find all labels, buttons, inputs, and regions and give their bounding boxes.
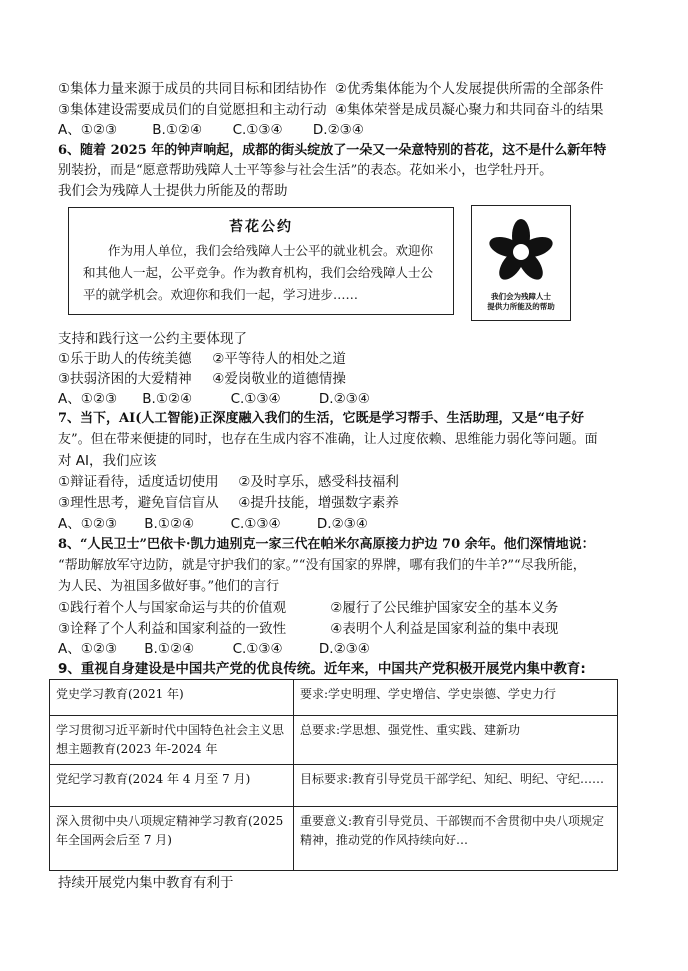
q7-option-b[interactable]: B.①②④ [144,516,195,532]
logo-caption-2: 提供力所能及的帮助 [487,302,555,311]
q8-stem-line2: “帮助解放军守边防，就是守护我们的家。”“没有国家的界牌，哪有我们的牛羊?”“尽我所能， [58,558,586,573]
q5-option-a[interactable]: A、①②③ [58,122,118,138]
q5-statement-2: ②优秀集体能为个人发展提供所需的全部条件 [334,81,604,97]
table-row [50,807,618,871]
q8-statement-4: ④表明个人利益是国家利益的集中表现 [330,621,559,637]
table-cell-left: 学习贯彻习近平新时代中国特色社会主义思想主题教育(2023 年-2024 年 [50,716,294,765]
q6-statement-1: ①乐于助人的传统美德 [58,351,192,367]
q6-stem-line3: 我们会为残障人士提供力所能及的帮助 [58,183,288,199]
q7-option-d[interactable]: D.②③④ [316,516,368,532]
q6-stem-line1: 6、随着 2025 年的钟声响起，成都的街头绽放了一朵又一朵意特别的苔花，这不是什么新年特 [58,143,607,158]
table-row [50,716,618,765]
pledge-title: 苔花公约 [229,219,293,235]
q8-statement-1: ①践行着个人与国家命运与共的价值观 [58,600,287,616]
q7-stem-line1: 7、当下，AI(人工智能)正深度融入我们的生活，它既是学习帮手、生活助理，又是“电子好 [58,411,584,426]
q5-option-c[interactable]: C.①③④ [232,122,283,138]
education-table [49,679,618,871]
table-cell-right: 目标要求:教育引导党员干部学纪、知纪、明纪、守纪…… [294,765,618,807]
q7-statements-line2 [58,494,399,512]
table-cell-left: 深入贯彻中央八项规定精神学习教育(2025 年全国两会后至 7 月) [50,807,294,871]
q7-stem-line3: 对 AI，我们应该 [58,453,157,469]
q5-statement-1: ①集体力量来源于成员的共同目标和团结协作 [58,81,327,97]
pledge-box [68,207,454,315]
q8-stem-line1: 8、“人民卫士”巴依卡·凯力迪别克一家三代在帕米尔高原接力护边 70 余年。他们深情地说： [58,537,595,552]
table-cell-left: 党史学习教育(2021 年) [50,680,294,716]
q5-statement-4: ④集体荣誉是成员凝心聚力和共同奋斗的结果 [334,102,604,118]
q8-option-a[interactable]: A、①②③ [58,641,118,657]
q7-statement-4: ④提升技能，增强数字素养 [238,495,399,511]
q8-statement-2: ②履行了公民维护国家安全的基本义务 [330,600,559,616]
q6-statements-line1 [58,350,346,368]
q7-statement-1: ①辩证看待，适度适切使用 [58,474,219,490]
pledge-text: 作为用人单位，我们会给残障人士公平的就业机会。欢迎你和其他人一起，公平竞争。作为教育机构，我们会给残障人士公平的就学机会。欢迎你和我们一起，学习进步…… [83,243,434,302]
table-cell-left: 党纪学习教育(2024 年 4 月至 7 月) [50,765,294,807]
q8-options [58,640,370,658]
q5-option-d[interactable]: D.②③④ [312,122,364,138]
q6-statement-3: ③扶弱济困的大爱精神 [58,371,192,387]
q7-statement-3: ③理性思考，避免盲信盲从 [58,495,219,511]
flower-icon [472,212,570,292]
q6-option-c[interactable]: C.①③④ [230,391,281,407]
q8-stem-line3: 为人民、为祖国多做好事。”他们的言行 [58,579,280,594]
q8-statements-line2 [58,620,558,638]
q7-stem-line2: 友”。但在带来便捷的同时，也存在生成内容不准确，让人过度依赖、思维能力弱化等问题。面 [58,432,598,447]
table-row [50,765,618,807]
q7-options [58,515,368,533]
q7-option-c[interactable]: C.①③④ [230,516,281,532]
q9-stem-line1: 9、重视自身建设是中国共产党的优良传统。近年来，中国共产党积极开展党内集中教育: [58,661,586,677]
table-row [50,680,618,716]
q8-option-c[interactable]: C.①③④ [232,641,283,657]
q6-options [58,390,370,408]
q5-statement-3: ③集体建设需要成员们的自觉愿担和主动行动 [58,102,327,118]
q6-option-a[interactable]: A、①②③ [58,391,118,407]
q6-statement-4: ④爱岗敬业的道德情操 [212,371,346,387]
q9-question: 持续开展党内集中教育有利于 [58,875,234,891]
q7-option-a[interactable]: A、①②③ [58,516,118,532]
moss-flower-logo [471,205,571,321]
q5-options [58,121,364,139]
q8-statement-3: ③诠释了个人利益和国家利益的一致性 [58,621,287,637]
q5-statements-line1 [58,80,604,98]
table-cell-right: 重要意义:教育引导党员、干部锲而不舍贯彻中央八项规定精神，推动党的作风持续向好… [294,807,618,871]
q5-option-b[interactable]: B.①②④ [152,122,203,138]
q8-option-d[interactable]: D.②③④ [318,641,370,657]
q6-statements-line2 [58,370,346,388]
q7-statements-line1 [58,473,399,491]
q6-stem-line2: 别装扮，而是“愿意帮助残障人士平等参与社会生活”的表态。花如米小，也学牡丹开。 [58,163,553,178]
q8-statements-line1 [58,599,558,617]
q5-statements-line2 [58,101,604,119]
q6-question: 支持和践行这一公约主要体现了 [58,331,247,347]
q6-statement-2: ②平等待人的相处之道 [212,351,346,367]
q7-statement-2: ②及时享乐，感受科技福利 [238,474,399,490]
table-cell-right: 总要求:学思想、强党性、重实践、建新功 [294,716,618,765]
table-cell-right: 要求:学史明理、学史增信、学史崇德、学史力行 [294,680,618,716]
q6-option-b[interactable]: B.①②④ [142,391,193,407]
logo-caption-1: 我们会为残障人士 [491,292,551,301]
q6-option-d[interactable]: D.②③④ [318,391,370,407]
q8-option-b[interactable]: B.①②④ [144,641,195,657]
